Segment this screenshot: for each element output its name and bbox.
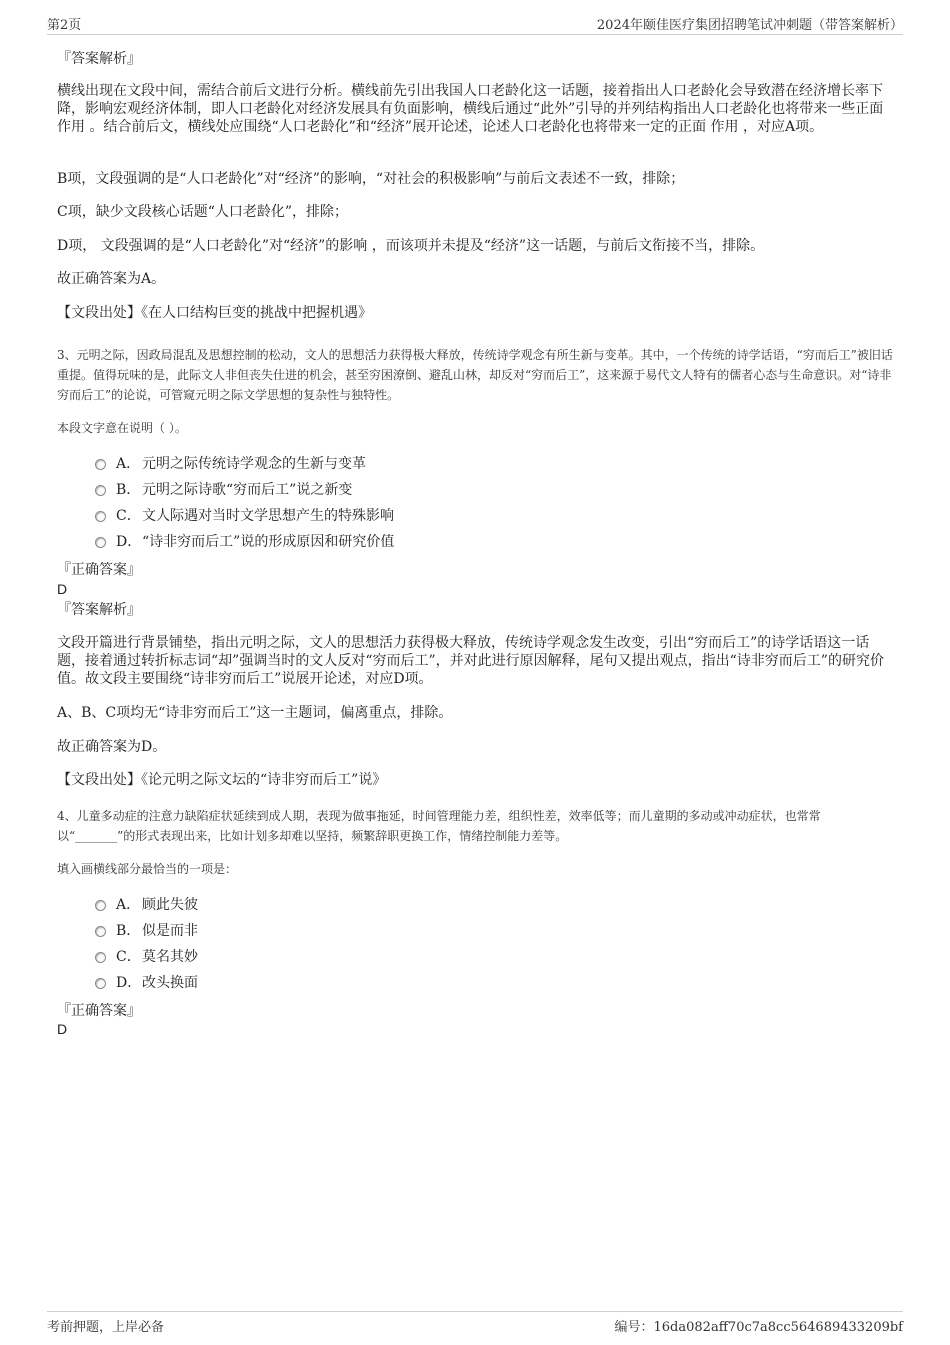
- q3-analysis-label: 『答案解析』: [57, 602, 141, 618]
- footer-serial: 编号：16da082aff70c7a8cc564689433209bf: [614, 1320, 903, 1335]
- q4-option-a[interactable]: A． 顾此失彼: [95, 896, 198, 914]
- q2-source: 【文段出处】《在人口结构巨变的挑战中把握机遇》: [57, 305, 372, 321]
- q3-conclusion: 故正确答案为D。: [57, 739, 167, 755]
- q2-analysis-text: 横线出现在文段中间，需结合前后文进行分析。横线前先引出我国人口老龄化这一话题，接着指出人口老龄化会导致潜在经济增长率下降，影响宏观经济体制，即人口老龄化对经济发展具有负面影响，横线后通过“此外”引导的并列结构指出人口老龄化也将带来一些正面 作用 。结合前后文，横线处应围绕“人口老龄化”和“经济”展开论述，论述人口老龄化也将带来一定的正面 作用 ，对应A项。: [57, 83, 884, 135]
- q2-option-c-analysis: C项，缺少文段核心话题“人口老龄化”，排除；: [57, 204, 349, 220]
- q4-option-d[interactable]: D． 改头换面: [95, 974, 198, 992]
- q3-option-a[interactable]: A． 元明之际传统诗学观念的生新与变革: [95, 455, 366, 473]
- q3-option-d[interactable]: D． “诗非穷而后工”说的形成原因和研究价值: [95, 533, 394, 551]
- page-number: 第2页: [47, 18, 82, 33]
- radio-icon[interactable]: [95, 511, 106, 522]
- radio-icon[interactable]: [95, 485, 106, 496]
- document-title: 2024年颐佳医疗集团招聘笔试冲刺题（带答案解析）: [596, 18, 903, 33]
- q2-analysis-label: 『答案解析』: [57, 51, 141, 67]
- q4-prompt: 填入画横线部分最恰当的一项是：: [57, 862, 238, 876]
- q2-conclusion: 故正确答案为A。: [57, 271, 166, 287]
- q4-option-c[interactable]: C． 莫名其妙: [95, 948, 198, 966]
- radio-icon[interactable]: [95, 952, 106, 963]
- radio-icon[interactable]: [95, 926, 106, 937]
- q3-option-b[interactable]: B． 元明之际诗歌“穷而后工”说之新变: [95, 481, 352, 499]
- q3-stem: 3、元明之际，因政局混乱及思想控制的松动，文人的思想活力获得极大释放，传统诗学观念有所生新与变革。其中，一个传统的诗学话语，“穷而后工”被旧话重提。值得玩味的是，此际文人非但丧失仕进的机会，甚至穷困潦倒、避乱山林，却反对“穷而后工”，这来源于易代文人特有的儒者心态与生命意识。对“诗非穷而后工”的论说，可管窥元明之际文学思想的复杂性与独特性。: [57, 348, 893, 402]
- radio-icon[interactable]: [95, 537, 106, 548]
- q3-option-abc-analysis: A、B、C项均无“诗非穷而后工”这一主题词，偏离重点，排除。: [57, 705, 453, 721]
- q3-source: 【文段出处】《论元明之际文坛的“诗非穷而后工”说》: [57, 772, 387, 788]
- q3-answer-label: 『正确答案』: [57, 562, 141, 578]
- page-footer: [47, 1311, 903, 1336]
- q3-analysis-text: 文段开篇进行背景铺垫，指出元明之际，文人的思想活力获得极大释放，传统诗学观念发生改变，引出“穷而后工”的诗学话语这一话题，接着通过转折标志词“却”强调当时的文人反对“穷而后工”，并对此进行原因解释，尾句又提出观点，指出“诗非穷而后工”的研究价值。故文段主要围绕“诗非穷而后工”说展开论述，对应D项。: [57, 635, 884, 687]
- q2-option-b-analysis: B项，文段强调的是“人口老龄化”对“经济”的影响，“对社会的积极影响”与前后文表述不一致，排除；: [57, 171, 685, 187]
- footer-slogan: 考前押题，上岸必备: [47, 1320, 165, 1335]
- q3-answer: D: [57, 581, 68, 597]
- q3-option-c[interactable]: C． 文人际遇对当时文学思想产生的特殊影响: [95, 507, 394, 525]
- q3-prompt: 本段文字意在说明（ ）。: [57, 421, 187, 435]
- q4-answer-label: 『正确答案』: [57, 1003, 141, 1019]
- page-header: [47, 14, 903, 35]
- radio-icon[interactable]: [95, 459, 106, 470]
- q4-option-b[interactable]: B． 似是而非: [95, 922, 198, 940]
- q4-stem: 4、儿童多动症的注意力缺陷症状延续到成人期，表现为做事拖延，时间管理能力差，组织性差，效率低等；而儿童期的多动或冲动症状，也常常以“_______”的形式表现出来，比如计划多却难以坚持，频繁辞职更换工作，情绪控制能力差等。: [57, 809, 821, 843]
- q2-option-d-analysis: D项， 文段强调的是“人口老龄化”对“经济”的影响 ，而该项并未提及“经济”这一话题，与前后文衔接不当，排除。: [57, 238, 765, 254]
- q4-answer: D: [57, 1021, 68, 1037]
- radio-icon[interactable]: [95, 978, 106, 989]
- radio-icon[interactable]: [95, 900, 106, 911]
